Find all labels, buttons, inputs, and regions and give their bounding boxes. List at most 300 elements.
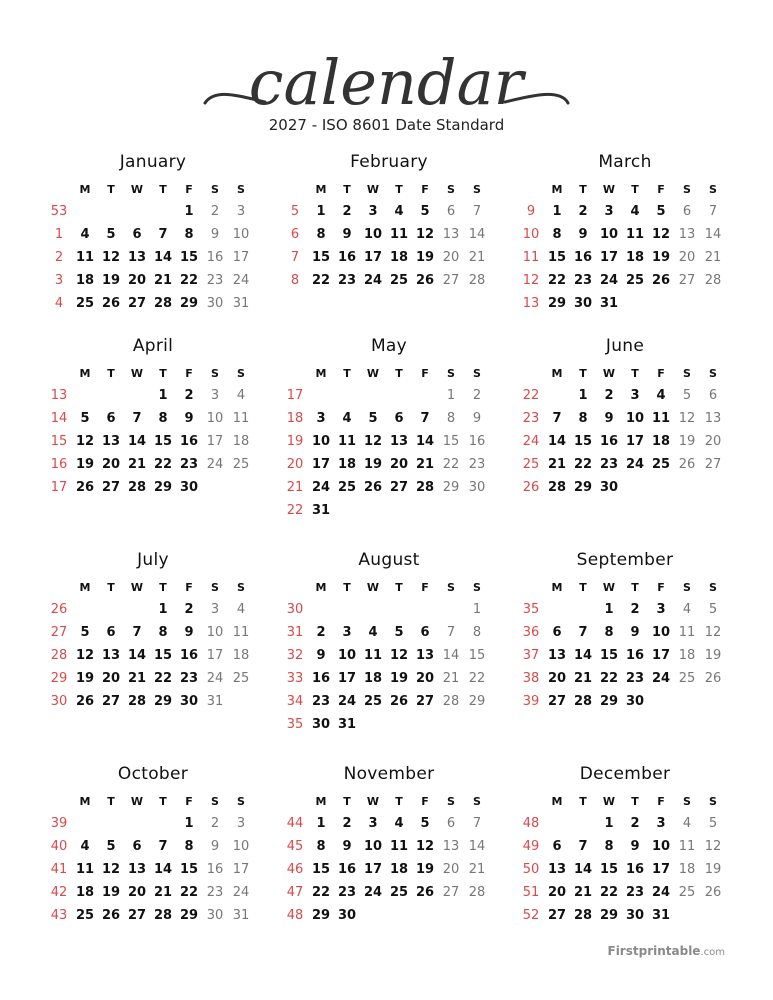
day-cell: 25 [232,457,250,472]
day-cell: 6 [394,411,404,426]
brand-suffix: .com [700,947,725,958]
day-cell: 10 [206,625,224,640]
day-cell: 24 [363,885,383,900]
weekday-header: T [631,581,639,594]
week-number: 30 [286,602,304,617]
day-cell: 4 [236,602,246,617]
weekday-header: W [366,581,380,594]
day-cell [544,600,570,620]
day-cell: 15 [599,648,619,663]
day-cell: 17 [599,250,619,265]
day-cell: 6 [106,625,116,640]
day-cell [622,294,648,314]
week-number: 49 [522,839,540,854]
weekday-header: M [79,367,91,380]
week-number: 21 [286,480,304,495]
day-cell: 20 [127,885,147,900]
day-cell: 10 [363,227,383,242]
day-cell: 24 [232,273,250,288]
weekday-header: T [631,367,639,380]
day-cell: 27 [678,273,696,288]
day-cell: 20 [704,434,722,449]
day-cell: 28 [547,480,567,495]
day-cell: 29 [547,296,567,311]
day-cell: 18 [678,648,696,663]
day-cell: 1 [604,602,614,617]
week-number: 42 [50,885,68,900]
day-cell: 1 [184,204,194,219]
day-cell: 5 [106,227,116,242]
day-cell: 6 [552,625,562,640]
day-cell: 24 [363,273,383,288]
day-cell: 14 [468,227,486,242]
weekday-header: M [551,795,563,808]
day-cell: 27 [127,908,147,923]
week-number: 32 [286,648,304,663]
weekday-header: W [602,367,616,380]
day-cell: 26 [415,885,435,900]
day-cell: 24 [311,480,331,495]
day-cell [700,906,726,926]
day-cell: 22 [179,273,199,288]
day-cell [98,202,124,222]
day-cell: 2 [342,816,352,831]
weekday-header: T [395,795,403,808]
day-cell [464,501,490,521]
day-cell: 26 [415,273,435,288]
day-cell: 19 [363,457,383,472]
day-cell: 12 [704,839,722,854]
weekday-header: T [631,183,639,196]
weekday-header: T [159,183,167,196]
day-cell: 11 [651,411,671,426]
day-cell: 5 [394,625,404,640]
weekday-header: T [343,183,351,196]
day-cell: 22 [442,457,460,472]
day-cell: 15 [442,434,460,449]
day-cell: 28 [573,908,593,923]
weekday-header: F [185,581,193,594]
day-cell: 24 [337,694,357,709]
day-cell: 22 [311,885,331,900]
day-cell: 14 [573,648,593,663]
week-number: 20 [286,457,304,472]
day-cell: 30 [179,694,199,709]
weekday-header: T [159,795,167,808]
day-cell: 28 [573,694,593,709]
weekday-header: F [421,795,429,808]
day-cell [334,386,360,406]
day-cell: 10 [232,227,250,242]
day-cell: 29 [153,480,173,495]
weekday-header: S [473,183,481,196]
weekday-header: S [709,183,717,196]
day-cell [438,600,464,620]
day-cell: 10 [232,839,250,854]
day-cell: 25 [678,885,696,900]
week-number: 13 [522,296,540,311]
day-cell: 8 [604,839,614,854]
day-cell: 3 [368,816,378,831]
day-cell [648,294,674,314]
day-cell: 14 [573,862,593,877]
weekday-header: S [447,581,455,594]
day-cell: 3 [368,204,378,219]
day-cell: 26 [101,908,121,923]
week-number: 47 [286,885,304,900]
week-number: 43 [50,908,68,923]
day-cell: 10 [363,839,383,854]
day-cell: 23 [337,885,357,900]
day-cell: 18 [232,648,250,663]
calendar-title-text: calendar [248,46,524,118]
weekday-header: S [709,581,717,594]
day-cell [544,814,570,834]
day-cell [98,814,124,834]
day-cell: 20 [101,457,121,472]
day-cell: 11 [232,411,250,426]
day-cell: 5 [708,816,718,831]
day-cell [98,600,124,620]
day-cell: 11 [389,227,409,242]
day-cell: 4 [682,602,692,617]
day-cell: 4 [342,411,352,426]
day-cell: 16 [337,862,357,877]
day-cell: 30 [206,908,224,923]
day-cell: 14 [415,434,435,449]
day-cell: 2 [210,204,220,219]
day-cell: 25 [625,273,645,288]
day-cell: 6 [132,227,142,242]
weekday-header: S [709,367,717,380]
weekday-header: T [579,183,587,196]
day-cell [386,501,412,521]
day-cell: 6 [708,388,718,403]
day-cell: 13 [415,648,435,663]
week-number: 18 [286,411,304,426]
day-cell: 31 [599,296,619,311]
week-number: 48 [286,908,304,923]
day-cell: 25 [363,694,383,709]
day-cell: 12 [101,862,121,877]
month-title: November [343,764,435,784]
day-cell: 14 [153,250,173,265]
weekday-header: T [343,795,351,808]
day-cell: 12 [415,839,435,854]
day-cell: 17 [363,862,383,877]
day-cell: 7 [446,625,456,640]
day-cell: 20 [547,671,567,686]
day-cell: 31 [232,296,250,311]
week-number: 1 [54,227,64,242]
day-cell: 12 [415,227,435,242]
day-cell: 30 [625,694,645,709]
weekday-header: S [211,367,219,380]
weekday-header: S [447,795,455,808]
week-number: 52 [522,908,540,923]
day-cell: 27 [442,273,460,288]
day-cell: 22 [153,457,173,472]
day-cell: 16 [573,250,593,265]
day-cell: 10 [206,411,224,426]
day-cell: 18 [363,671,383,686]
day-cell: 29 [573,480,593,495]
week-number: 41 [50,862,68,877]
day-cell: 5 [420,816,430,831]
day-cell: 7 [132,625,142,640]
day-cell: 10 [651,625,671,640]
day-cell: 27 [547,908,567,923]
day-cell [412,501,438,521]
day-cell: 23 [625,671,645,686]
day-cell [412,906,438,926]
weekday-header: T [107,795,115,808]
weekday-header: S [237,367,245,380]
day-cell: 17 [311,457,331,472]
day-cell [700,692,726,712]
day-cell: 18 [75,273,95,288]
day-cell: 14 [704,227,722,242]
day-cell: 8 [604,625,614,640]
weekday-header: T [159,581,167,594]
day-cell: 9 [210,227,220,242]
day-cell: 23 [599,457,619,472]
day-cell [648,478,674,498]
day-cell: 5 [682,388,692,403]
day-cell: 20 [442,862,460,877]
day-cell: 19 [678,434,696,449]
day-cell: 27 [704,457,722,472]
day-cell: 18 [389,862,409,877]
week-number: 7 [290,250,300,265]
month-title: March [598,152,652,172]
day-cell: 16 [468,434,486,449]
day-cell: 26 [651,273,671,288]
weekday-header: S [211,183,219,196]
day-cell: 30 [468,480,486,495]
week-number: 33 [286,671,304,686]
day-cell: 8 [184,839,194,854]
day-cell: 15 [311,250,331,265]
weekday-header: T [579,795,587,808]
month-title: August [358,550,420,570]
day-cell [228,692,254,712]
day-cell: 1 [552,204,562,219]
weekday-header: W [130,367,144,380]
day-cell: 23 [179,671,199,686]
weekday-header: F [657,795,665,808]
weekday-header: M [315,795,327,808]
day-cell: 5 [80,411,90,426]
month-title: May [370,336,408,356]
day-cell: 1 [446,388,456,403]
month-title: October [117,764,189,784]
day-cell: 7 [472,816,482,831]
day-cell: 4 [394,204,404,219]
weekday-header: W [602,183,616,196]
weekday-header: T [395,581,403,594]
day-cell: 20 [101,671,121,686]
day-cell: 11 [363,648,383,663]
day-cell [360,715,386,735]
weekday-header: M [79,795,91,808]
day-cell: 12 [678,411,696,426]
day-cell: 11 [678,625,696,640]
day-cell: 31 [651,908,671,923]
day-cell: 9 [184,411,194,426]
day-cell: 8 [316,839,326,854]
day-cell: 28 [127,694,147,709]
day-cell: 18 [337,457,357,472]
day-cell: 28 [127,480,147,495]
week-number: 22 [522,388,540,403]
day-cell [124,600,150,620]
day-cell: 25 [75,296,95,311]
day-cell: 3 [236,204,246,219]
week-number: 2 [54,250,64,265]
day-cell [386,906,412,926]
weekday-header: F [657,581,665,594]
week-number: 17 [50,480,68,495]
week-number: 12 [522,273,540,288]
day-cell: 20 [678,250,696,265]
day-cell [72,814,98,834]
weekday-header: F [185,795,193,808]
day-cell: 11 [678,839,696,854]
weekday-header: S [709,795,717,808]
day-cell [308,600,334,620]
day-cell: 21 [442,671,460,686]
day-cell: 21 [547,457,567,472]
day-cell: 17 [651,862,671,877]
day-cell: 3 [630,388,640,403]
week-number: 26 [50,602,68,617]
day-cell: 19 [101,885,121,900]
day-cell: 8 [158,411,168,426]
day-cell: 22 [179,885,199,900]
weekday-header: S [473,581,481,594]
day-cell: 12 [75,648,95,663]
day-cell: 19 [101,273,121,288]
day-cell [700,294,726,314]
day-cell: 6 [552,839,562,854]
day-cell: 1 [184,816,194,831]
day-cell: 29 [599,908,619,923]
day-cell: 7 [132,411,142,426]
day-cell: 9 [630,625,640,640]
day-cell: 17 [206,648,224,663]
day-cell: 4 [656,388,666,403]
day-cell: 10 [651,839,671,854]
day-cell: 23 [206,273,224,288]
day-cell: 27 [127,296,147,311]
day-cell: 12 [389,648,409,663]
day-cell: 5 [420,204,430,219]
day-cell: 6 [446,816,456,831]
weekday-header: T [395,367,403,380]
week-number: 35 [286,717,304,732]
day-cell: 15 [547,250,567,265]
weekday-header: M [315,183,327,196]
weekday-header: S [211,795,219,808]
day-cell: 28 [704,273,722,288]
day-cell: 16 [625,862,645,877]
week-number: 16 [50,457,68,472]
day-cell: 2 [630,602,640,617]
day-cell: 30 [337,908,357,923]
weekday-header: F [421,183,429,196]
day-cell: 2 [184,388,194,403]
weekday-header: M [79,581,91,594]
day-cell: 21 [468,250,486,265]
day-cell: 30 [311,717,331,732]
day-cell: 3 [342,625,352,640]
day-cell: 22 [573,457,593,472]
day-cell: 15 [179,250,199,265]
week-number: 50 [522,862,540,877]
day-cell: 7 [472,204,482,219]
day-cell: 12 [75,434,95,449]
day-cell: 11 [337,434,357,449]
weekday-header: T [631,795,639,808]
week-number: 48 [522,816,540,831]
day-cell: 23 [337,273,357,288]
weekday-header: F [421,581,429,594]
day-cell: 2 [184,602,194,617]
week-number: 39 [522,694,540,709]
day-cell: 8 [552,227,562,242]
weekday-header: M [79,183,91,196]
day-cell: 26 [678,457,696,472]
day-cell: 16 [179,648,199,663]
weekday-header: F [421,367,429,380]
day-cell: 19 [651,250,671,265]
day-cell: 11 [625,227,645,242]
week-number: 30 [50,694,68,709]
week-number: 3 [54,273,64,288]
week-number: 27 [50,625,68,640]
day-cell: 11 [389,839,409,854]
day-cell: 22 [599,671,619,686]
day-cell: 19 [415,250,435,265]
day-cell: 27 [101,694,121,709]
day-cell: 27 [101,480,121,495]
day-cell: 3 [316,411,326,426]
day-cell [124,814,150,834]
weekday-header: S [211,581,219,594]
day-cell: 16 [206,250,224,265]
weekday-header: W [130,581,144,594]
day-cell [334,600,360,620]
day-cell: 15 [153,648,173,663]
weekday-header: F [657,183,665,196]
day-cell: 13 [442,227,460,242]
week-number: 5 [290,204,300,219]
weekday-header: S [683,183,691,196]
day-cell: 3 [210,388,220,403]
weekday-header: W [366,183,380,196]
day-cell: 1 [604,816,614,831]
day-cell: 1 [472,602,482,617]
calendar-header [0,28,773,148]
day-cell: 8 [446,411,456,426]
weekday-header: W [602,795,616,808]
day-cell: 27 [547,694,567,709]
day-cell: 21 [704,250,722,265]
day-cell: 10 [311,434,331,449]
day-cell: 2 [210,816,220,831]
day-cell: 1 [158,602,168,617]
